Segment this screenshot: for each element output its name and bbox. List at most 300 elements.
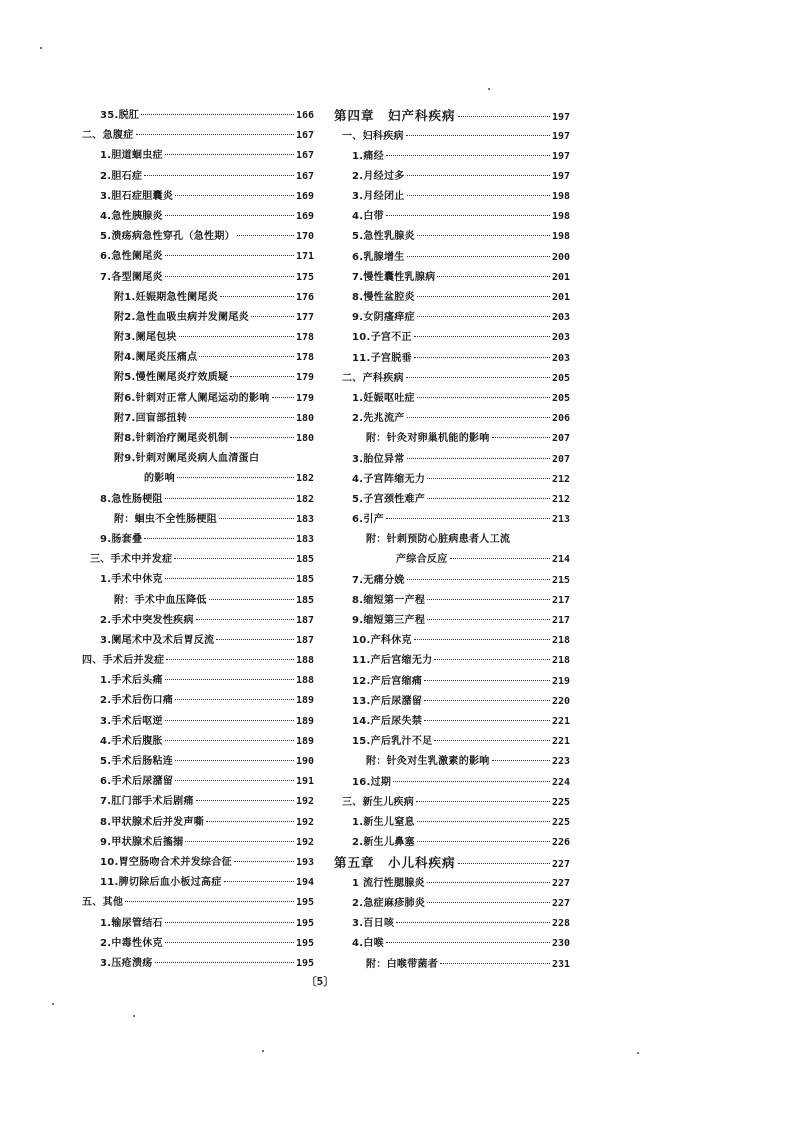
toc-entry	[334, 894, 570, 914]
toc-entry	[334, 692, 570, 712]
dot-leader	[417, 316, 550, 317]
dot-leader	[224, 881, 294, 882]
dot-leader	[492, 437, 550, 438]
toc-entry-page: 198	[551, 211, 570, 223]
toc-entry-page: 206	[551, 413, 570, 425]
dot-leader	[427, 902, 550, 903]
dot-leader	[417, 235, 550, 236]
toc-entry	[82, 813, 314, 833]
dot-leader	[492, 760, 550, 761]
toc-entry	[334, 328, 570, 348]
toc-entry-page: 201	[551, 292, 570, 303]
dot-leader	[144, 538, 294, 539]
toc-entry-page: 182	[295, 493, 314, 505]
toc-entry-title: 4.白喉	[352, 938, 384, 950]
toc-entry	[334, 752, 570, 772]
toc-entry-page: 203	[551, 312, 570, 324]
toc-entry-title: 2.新生儿鼻塞	[352, 837, 415, 849]
dot-leader	[416, 801, 550, 802]
toc-entry	[334, 470, 570, 490]
dot-leader	[434, 659, 550, 660]
toc-entry-title: 5.手术后肠粘连	[100, 756, 174, 767]
toc-entry-page: 180	[295, 433, 314, 444]
toc-entry	[82, 167, 314, 187]
toc-entry-page: 187	[295, 634, 314, 646]
dot-leader	[427, 498, 550, 499]
toc-entry	[82, 550, 314, 570]
toc-entry-title: 7.无痛分娩	[352, 574, 405, 586]
dot-leader	[166, 659, 294, 660]
toc-entry-title: 5.子宫颈性难产	[352, 493, 426, 505]
toc-entry-page: 188	[295, 675, 314, 687]
dot-leader	[386, 215, 550, 216]
toc-entry	[82, 853, 314, 873]
toc-entry	[82, 429, 314, 449]
toc-entry-title: 4.子宫阵缩无力	[352, 473, 426, 485]
toc-entry-title: 附3.阑尾包块	[114, 332, 177, 344]
toc-entry	[334, 207, 570, 227]
toc-entry-page: 185	[295, 574, 314, 586]
toc-entry	[334, 672, 570, 692]
toc-entry-page: 221	[551, 736, 570, 748]
toc-entry	[82, 934, 314, 954]
toc-entry-page: 195	[295, 937, 314, 949]
toc-entry-title: 2.胆石症	[100, 170, 143, 182]
toc-entry	[334, 530, 570, 550]
dot-leader	[196, 800, 294, 801]
toc-entry-title: 2.急症麻疹肺炎	[352, 897, 426, 909]
toc-entry-title: 11.脾切除后血小板过高症	[100, 877, 222, 889]
toc-entry	[334, 308, 570, 328]
dot-leader	[165, 154, 294, 155]
toc-entry-page: 193	[295, 856, 314, 868]
toc-entry-title: 12.产后宫缩痛	[352, 675, 423, 687]
toc-entry	[82, 611, 314, 631]
dot-leader	[417, 296, 550, 297]
toc-entry	[82, 268, 314, 288]
scan-speck	[40, 47, 42, 49]
toc-entry-title: 2.月经过多	[352, 170, 405, 182]
toc-entry	[334, 288, 570, 308]
dot-leader	[407, 417, 550, 418]
toc-entry-page: 212	[551, 493, 570, 505]
toc-entry-page: 189	[295, 695, 314, 707]
toc-entry-page: 225	[551, 816, 570, 828]
toc-entry-page: 167	[295, 170, 314, 182]
toc-entry-page: 197	[551, 150, 570, 162]
dot-leader	[424, 720, 550, 721]
dot-leader	[424, 680, 550, 681]
dot-leader	[440, 963, 550, 964]
dot-leader	[174, 558, 294, 559]
toc-entry	[82, 712, 314, 732]
toc-entry	[82, 469, 314, 489]
dot-leader	[386, 942, 550, 943]
toc-entry-page: 169	[295, 210, 314, 222]
dot-leader	[175, 699, 294, 700]
toc-entry-page: 220	[551, 695, 570, 707]
toc-entry-page: 223	[551, 756, 570, 768]
toc-entry-title: 1.手术后头痛	[100, 675, 163, 687]
toc-entry-title: 9.肠套叠	[100, 533, 143, 545]
toc-entry-title: 第五章 小儿科疾病	[334, 855, 456, 871]
toc-entry	[82, 914, 314, 934]
toc-entry-page: 183	[295, 513, 314, 525]
toc-entry-title: 3.压疮溃疡	[100, 957, 153, 969]
toc-entry-title: 附：针灸对生乳激素的影响	[366, 756, 490, 768]
dot-leader	[427, 619, 550, 620]
toc-entry	[334, 955, 570, 975]
toc-entry-title: 5.溃疡病急性穿孔（急性期）	[100, 231, 235, 243]
dot-leader	[216, 639, 294, 640]
toc-entry	[82, 833, 314, 853]
dot-leader	[189, 417, 294, 418]
toc-entry-title: 10.子宫不正	[352, 332, 412, 344]
toc-entry-title: 附：针灸对卵巢机能的影响	[366, 433, 490, 445]
toc-entry-page: 197	[551, 112, 570, 123]
dot-leader	[417, 821, 550, 822]
toc-entry-title: 附6.针刺对正常人阑尾运动的影响	[114, 392, 270, 404]
scan-speck	[133, 1015, 135, 1017]
toc-entry-page: 178	[295, 352, 314, 364]
toc-entry-page: 225	[551, 796, 570, 808]
toc-entry-page: 227	[551, 897, 570, 909]
toc-entry-page: 218	[551, 655, 570, 667]
toc-entry	[334, 147, 570, 167]
toc-entry	[82, 308, 314, 328]
dot-leader	[199, 356, 293, 357]
toc-entry-page: 207	[551, 453, 570, 465]
toc-entry-page: 190	[295, 756, 314, 767]
toc-entry	[82, 631, 314, 651]
toc-entry	[334, 793, 570, 813]
toc-entry	[82, 792, 314, 812]
dot-leader	[450, 558, 550, 559]
toc-entry-page: 192	[295, 796, 314, 808]
toc-entry	[334, 550, 570, 570]
dot-leader	[251, 316, 294, 317]
dot-leader	[179, 336, 294, 337]
toc-entry	[334, 833, 570, 853]
toc-entry	[82, 570, 314, 590]
toc-entry	[334, 429, 570, 449]
toc-entry-title: 16.过期	[352, 776, 392, 788]
toc-entry	[334, 248, 570, 268]
scan-speck	[262, 1050, 264, 1052]
dot-leader	[177, 477, 294, 478]
toc-entry-page: 180	[295, 412, 314, 424]
toc-entry	[334, 409, 570, 429]
toc-entry	[82, 510, 314, 530]
dot-leader	[165, 215, 294, 216]
toc-entry	[334, 934, 570, 954]
toc-entry-title: 10.胃空肠吻合术并发综合征	[100, 856, 232, 868]
dot-leader	[185, 841, 293, 842]
toc-entry-page: 197	[551, 170, 570, 182]
toc-entry-page: 205	[551, 372, 570, 384]
dot-leader	[393, 781, 550, 782]
toc-entry	[82, 126, 314, 146]
toc-entry-page: 195	[295, 917, 314, 929]
dot-leader	[272, 397, 294, 398]
dot-leader	[414, 357, 550, 358]
toc-entry-page: 215	[551, 574, 570, 586]
toc-entry	[82, 146, 314, 166]
dot-leader	[437, 276, 549, 277]
toc-entry-title: 7.慢性囊性乳腺病	[352, 271, 436, 283]
dot-leader	[396, 922, 550, 923]
toc-entry	[334, 571, 570, 591]
dot-leader	[175, 780, 294, 781]
dot-leader	[165, 942, 294, 943]
toc-entry-title: 14.产后尿失禁	[352, 715, 423, 727]
toc-chapter-heading	[334, 106, 570, 127]
toc-entry	[334, 187, 570, 207]
toc-entry-title: 3.月经闭止	[352, 191, 405, 203]
dot-leader	[230, 437, 294, 438]
dot-leader	[165, 276, 294, 277]
toc-entry-title: 8.缩短第一产程	[352, 594, 426, 606]
dot-leader	[230, 376, 294, 377]
dot-leader	[407, 579, 550, 580]
toc-entry-page: 217	[551, 594, 570, 606]
toc-entry	[82, 752, 314, 772]
toc-entry-page: 203	[551, 352, 570, 364]
dot-leader	[165, 498, 294, 499]
toc-entry-title: 6.乳腺增生	[352, 251, 405, 263]
toc-entry-page: 192	[295, 836, 314, 848]
toc-entry-page: 167	[295, 130, 314, 142]
toc-entry-title: 三、新生儿疾病	[342, 796, 415, 808]
toc-entry-page: 183	[295, 533, 314, 545]
dot-leader	[175, 195, 294, 196]
toc-entry	[82, 207, 314, 227]
toc-entry	[82, 772, 314, 792]
toc-left-column	[82, 106, 314, 974]
dot-leader	[125, 901, 294, 902]
toc-entry-page: 170	[295, 231, 314, 243]
toc-entry-title: 二、急腹症	[82, 130, 134, 142]
toc-entry-page: 201	[551, 271, 570, 283]
toc-entry-title: 2.手术后伤口痛	[100, 695, 174, 707]
toc-entry-page: 176	[295, 291, 314, 303]
toc-entry-title: 9.甲状腺术后搐搦	[100, 836, 184, 848]
toc-entry-title: 产综合反应	[396, 554, 448, 566]
toc-entry-page: 169	[295, 190, 314, 202]
dot-leader	[165, 578, 294, 579]
toc-entry-title: 第四章 妇产科疾病	[334, 108, 456, 123]
toc-entry-page: 188	[295, 655, 314, 667]
toc-entry	[82, 651, 314, 671]
toc-entry-page: 200	[551, 251, 570, 263]
toc-entry-title: 9.缩短第三产程	[352, 615, 426, 626]
toc-entry	[334, 349, 570, 369]
toc-entry-page: 197	[551, 130, 570, 142]
toc-entry-title: 35.脱肛	[100, 110, 140, 121]
toc-entry-title: 附5.慢性阑尾炎疗效质疑	[114, 372, 229, 384]
dot-leader	[141, 114, 294, 115]
toc-entry	[82, 187, 314, 207]
toc-entry-title: 2.先兆流产	[352, 413, 405, 425]
toc-entry	[82, 732, 314, 752]
toc-entry-title: 10.产科休克	[352, 635, 412, 647]
toc-entry	[334, 914, 570, 934]
dot-leader	[458, 116, 550, 117]
toc-entry	[334, 490, 570, 510]
toc-entry	[82, 530, 314, 550]
scan-speck	[52, 1003, 54, 1005]
toc-entry-title: 15.产后乳汁不足	[352, 736, 433, 748]
toc-entry-title: 附4.阑尾炎压痛点	[114, 352, 198, 364]
toc-entry-page: 226	[551, 837, 570, 849]
toc-entry	[334, 651, 570, 671]
toc-entry	[82, 247, 314, 267]
dot-leader	[417, 397, 550, 398]
dot-leader	[219, 518, 294, 519]
toc-entry-page: 227	[551, 877, 570, 889]
toc-entry-title: 3.胎位异常	[352, 453, 405, 465]
toc-entry	[334, 450, 570, 470]
toc-entry-title: 3.阑尾术中及术后胃反流	[100, 634, 215, 646]
dot-leader	[406, 377, 550, 378]
dot-leader	[234, 861, 294, 862]
toc-entry-title: 5.急性乳腺炎	[352, 231, 415, 243]
toc-right-column	[334, 106, 570, 975]
toc-entry	[82, 328, 314, 348]
toc-entry-title: 1.新生儿窒息	[352, 816, 415, 828]
toc-entry	[82, 449, 314, 469]
toc-entry-title: 附2.急性血吸虫病并发阑尾炎	[114, 311, 249, 323]
toc-entry-title: 1.手术中休克	[100, 574, 163, 586]
dot-leader	[407, 195, 550, 196]
page-number: 〔5〕	[305, 975, 335, 988]
dot-leader	[406, 135, 550, 136]
toc-entry	[82, 893, 314, 913]
toc-entry-page: 182	[295, 473, 314, 485]
toc-entry-title: 2.手术中突发性疾病	[100, 614, 194, 626]
toc-entry-title: 6.手术后尿潴留	[100, 776, 174, 788]
toc-entry-page: 194	[295, 877, 314, 889]
toc-entry	[334, 611, 570, 631]
toc-entry	[82, 389, 314, 409]
toc-entry-title: 附9.针刺对阑尾炎病人血清蛋白	[114, 453, 260, 465]
toc-entry-page: 228	[551, 918, 570, 930]
toc-entry	[82, 671, 314, 691]
toc-entry-page: 178	[295, 332, 314, 344]
toc-entry-title: 1.输尿管结石	[100, 917, 163, 929]
toc-entry-title: 8.慢性盆腔炎	[352, 292, 415, 303]
toc-entry	[82, 106, 314, 126]
toc-entry-title: 四、手术后并发症	[82, 655, 165, 667]
toc-entry-title: 11.子宫脱垂	[352, 352, 412, 364]
toc-entry-page: 175	[295, 271, 314, 283]
toc-entry-page: 166	[295, 110, 314, 121]
dot-leader	[386, 518, 550, 519]
dot-leader	[407, 458, 550, 459]
toc-entry-title: 附：蛔虫不全性肠梗阻	[114, 513, 217, 525]
toc-entry	[334, 127, 570, 147]
toc-entry-page: 212	[551, 473, 570, 485]
dot-leader	[237, 235, 294, 236]
toc-entry	[82, 873, 314, 893]
toc-entry-title: 6.急性阑尾炎	[100, 251, 163, 263]
toc-entry-title: 6.引产	[352, 514, 384, 526]
dot-leader	[165, 720, 294, 721]
toc-entry-title: 二、产科疾病	[342, 372, 404, 384]
toc-entry	[82, 591, 314, 611]
dot-leader	[206, 821, 294, 822]
toc-entry-page: 171	[295, 251, 314, 263]
toc-entry-title: 4.白带	[352, 211, 384, 223]
dot-leader	[417, 841, 550, 842]
toc-entry-title: 13.产后尿潴留	[352, 695, 423, 707]
toc-entry-page: 198	[551, 191, 570, 203]
toc-entry-page: 192	[295, 816, 314, 828]
toc-entry-page: 231	[551, 958, 570, 970]
toc-entry-title: 8.甲状腺术后并发声嘶	[100, 816, 205, 828]
toc-entry-title: 附：针刺预防心脏病患者人工流	[366, 534, 511, 546]
toc-entry	[334, 631, 570, 651]
toc-entry	[82, 409, 314, 429]
toc-entry-page: 221	[551, 715, 570, 727]
toc-entry-title: 8.急性肠梗阻	[100, 493, 163, 505]
toc-entry-title: 附7.回盲部扭转	[114, 412, 188, 424]
toc-entry-title: 五、其他	[82, 897, 124, 909]
toc-entry-page: 230	[551, 938, 570, 950]
toc-entry	[334, 268, 570, 288]
dot-leader	[434, 740, 550, 741]
toc-entry-page: 189	[295, 735, 314, 747]
dot-leader	[209, 599, 294, 600]
toc-entry	[82, 227, 314, 247]
toc-entry	[82, 368, 314, 388]
toc-entry-page: 177	[295, 311, 314, 323]
toc-entry-title: 的影响	[144, 473, 175, 485]
dot-leader	[414, 639, 550, 640]
toc-entry	[334, 227, 570, 247]
toc-entry	[82, 288, 314, 308]
dot-leader	[427, 882, 550, 883]
dot-leader	[427, 478, 550, 479]
toc-entry	[334, 874, 570, 894]
toc-entry-title: 7.各型阑尾炎	[100, 271, 163, 283]
toc-entry-title: 1 流行性腮腺炎	[352, 877, 425, 889]
toc-entry	[334, 389, 570, 409]
dot-leader	[165, 255, 294, 256]
toc-entry-title: 附：手术中血压降低	[114, 594, 207, 606]
toc-entry-page: 179	[295, 372, 314, 384]
toc-entry	[82, 348, 314, 368]
toc-entry-title: 4.手术后腹胀	[100, 735, 163, 747]
dot-leader	[427, 599, 550, 600]
dot-leader	[165, 740, 294, 741]
toc-entry-page: 195	[295, 957, 314, 969]
toc-entry	[334, 732, 570, 752]
toc-entry-title: 2.中毒性休克	[100, 937, 163, 949]
toc-entry-page: 207	[551, 433, 570, 445]
toc-entry-title: 11.产后宫缩无力	[352, 655, 433, 667]
toc-entry	[334, 167, 570, 187]
toc-entry-page: 218	[551, 635, 570, 647]
toc-entry-page: 189	[295, 715, 314, 727]
toc-entry-page: 214	[551, 554, 570, 566]
scan-speck	[637, 1052, 639, 1054]
toc-entry-page: 195	[295, 897, 314, 909]
dot-leader	[144, 175, 294, 176]
toc-entry	[334, 813, 570, 833]
toc-entry-page: 191	[295, 776, 314, 788]
scan-speck	[488, 88, 490, 90]
